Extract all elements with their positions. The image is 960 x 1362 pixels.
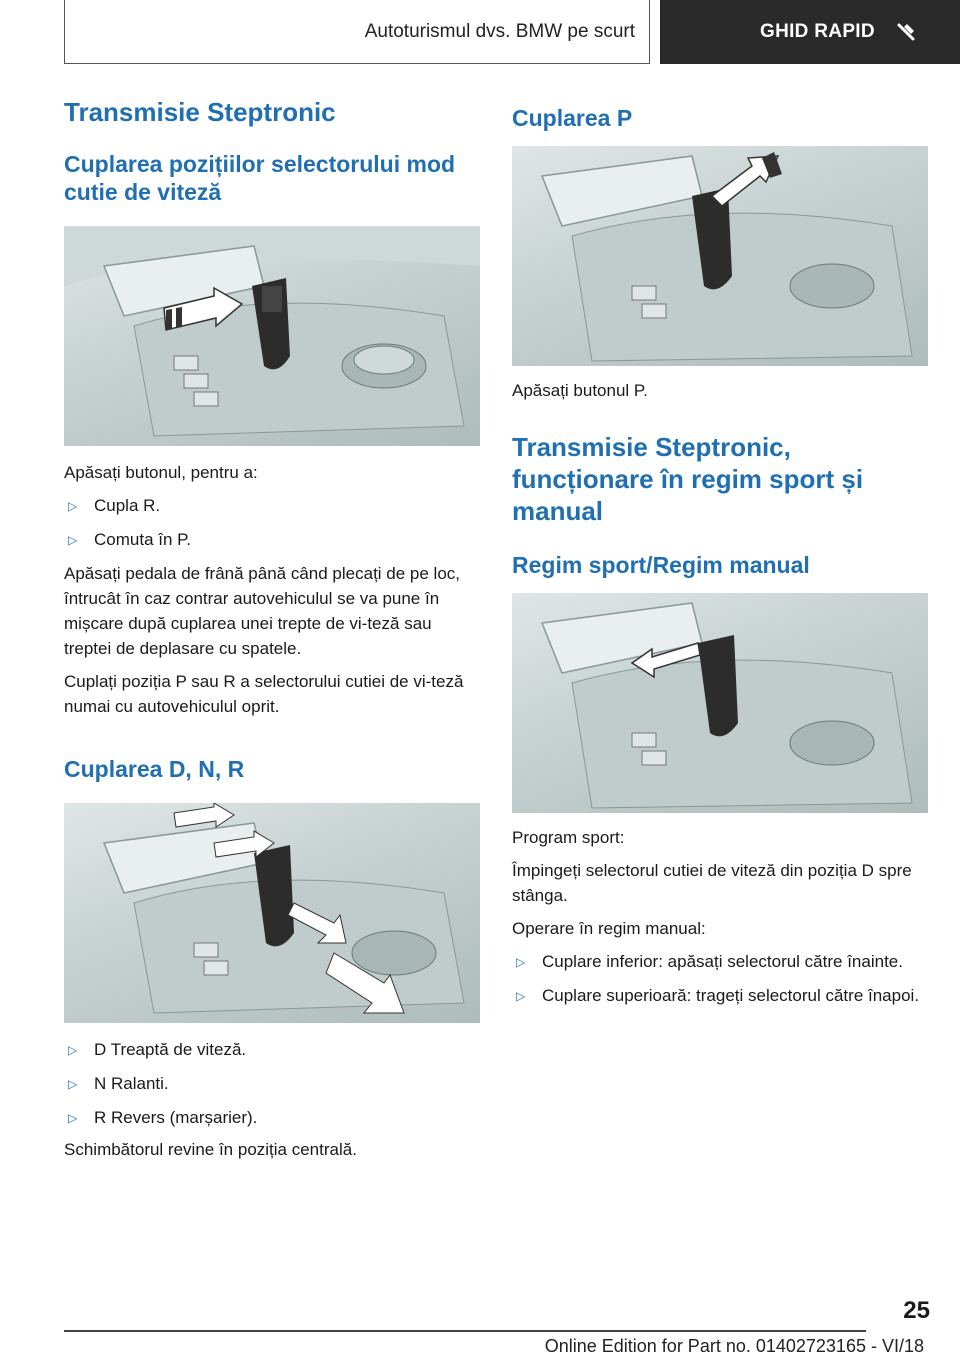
park-warning-paragraph: Cuplați poziția P sau R a selectorului cutiei de vi-teză numai cu autovehiculul oprit.	[64, 672, 464, 716]
page-number: 25	[903, 1297, 930, 1324]
list-item	[64, 1071, 480, 1097]
triangle-bullet-icon: ▷	[516, 955, 526, 969]
center-return-paragraph: Schimbătorul revine în poziția centrală.	[64, 1140, 357, 1159]
header-section-title-text: Autoturismul dvs. BMW pe scurt	[364, 20, 635, 42]
list-item	[512, 983, 928, 1009]
footer-divider	[64, 1330, 866, 1332]
triangle-bullet-icon: ▷	[516, 989, 526, 1003]
program-sport-label: Program sport:	[512, 828, 625, 847]
right-column	[512, 96, 928, 1009]
list-item-text: Comuta în P.	[94, 530, 192, 549]
gear-selector-illustration-4	[512, 593, 928, 813]
list-item-text: D Treaptă de viteză.	[94, 1040, 247, 1059]
subsection-title-cuplarea-p: Cuplarea P	[512, 105, 633, 131]
gear-selector-illustration-1	[64, 226, 480, 446]
triangle-bullet-icon: ▷	[68, 499, 78, 513]
subsection-title-d-n-r: Cuplarea D, N, R	[64, 756, 245, 782]
triangle-bullet-icon: ▷	[68, 1111, 78, 1125]
action-list	[64, 493, 480, 553]
push-left-paragraph: Împingeți selectorul cutiei de viteză din poziția D spre stânga.	[512, 861, 912, 905]
list-item	[64, 1037, 480, 1063]
manual-shift-list	[512, 949, 928, 1009]
subsection-title-sport-manual-mode: Regim sport/Regim manual	[512, 552, 810, 578]
press-p-caption: Apăsați butonul P.	[512, 381, 648, 400]
list-item-text: N Ralanti.	[94, 1074, 169, 1093]
triangle-bullet-icon: ▷	[68, 533, 78, 547]
subsection-title-selector-positions: Cuplarea pozițiilor selectorului mod cutie de viteză	[64, 151, 456, 205]
online-edition-note: Online Edition for Part no. 01402723165 - VI/18	[544, 1336, 924, 1356]
triangle-bullet-icon: ▷	[68, 1077, 78, 1091]
gear-selector-illustration-3	[512, 146, 928, 366]
list-item	[64, 493, 480, 519]
quick-guide-badge[interactable]	[660, 0, 960, 64]
manual-mode-label: Operare în regim manual:	[512, 919, 706, 938]
list-item-text: R Revers (marșarier).	[94, 1108, 258, 1127]
triangle-bullet-icon: ▷	[68, 1043, 78, 1057]
gear-selector-illustration-2	[64, 803, 480, 1023]
intro-text: Apăsați butonul, pentru a:	[64, 463, 258, 482]
section-title-sport-manual: Transmisie Steptronic, funcționare în regim sport și manual	[512, 432, 864, 526]
tool-icon	[895, 21, 917, 43]
list-item	[64, 527, 480, 553]
list-item-text: Cuplare inferior: apăsați selectorul către înainte.	[542, 952, 903, 971]
list-item-text: Cuplare superioară: trageți selectorul către înapoi.	[542, 986, 920, 1005]
list-item	[64, 1105, 480, 1131]
gear-list	[64, 1037, 480, 1131]
brake-warning-paragraph: Apăsați pedala de frână până când plecați de pe loc, întrucât în caz contrar autovehiculul se va pune în mișcare după cuplarea unei trepte de vi-teză sau treptei de deplasare cu spatele.	[64, 564, 461, 658]
list-item-text: Cupla R.	[94, 496, 161, 515]
section-title-steptronic: Transmisie Steptronic	[64, 97, 336, 127]
list-item	[512, 949, 928, 975]
quick-guide-label: GHID RAPID	[760, 21, 875, 42]
left-column	[64, 96, 480, 1162]
header-section-title	[64, 0, 650, 64]
